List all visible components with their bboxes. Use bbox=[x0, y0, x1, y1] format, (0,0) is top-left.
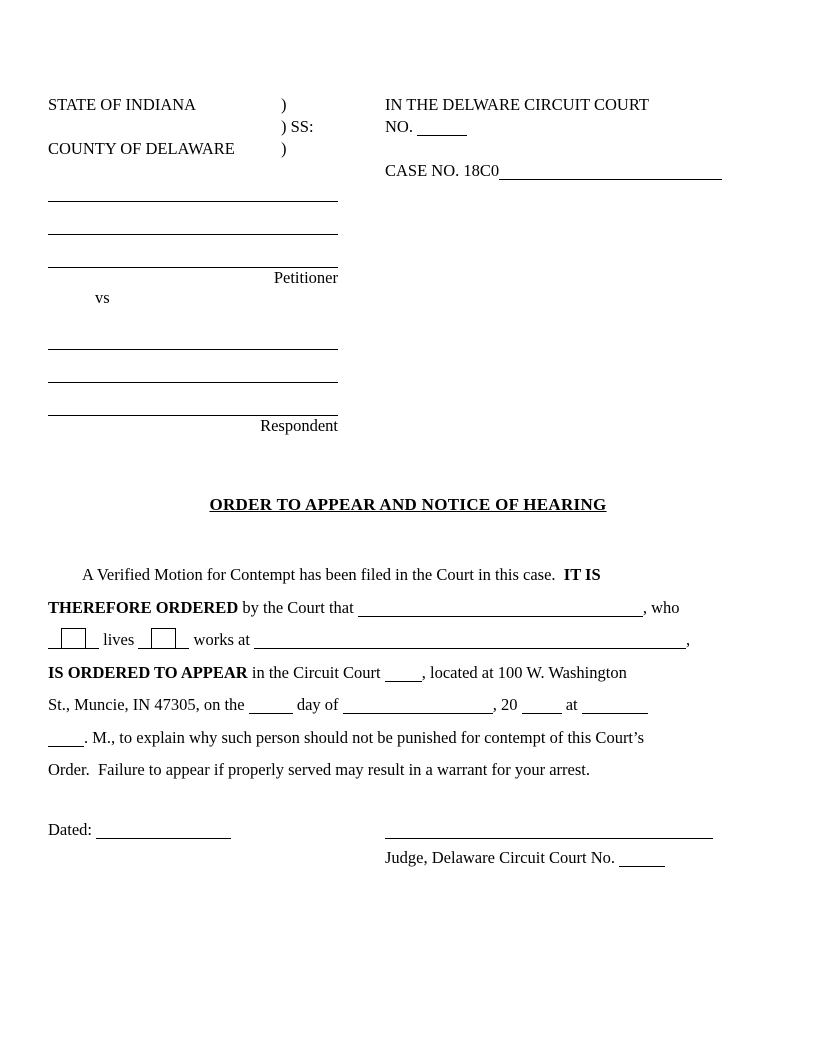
court-name: IN THE DELWARE CIRCUIT COURT bbox=[385, 95, 649, 114]
dated-label: Dated: bbox=[48, 819, 92, 839]
fill-in-blank[interactable] bbox=[176, 634, 189, 649]
fill-in-blank[interactable] bbox=[522, 699, 562, 714]
caption-paren: ) bbox=[281, 95, 287, 114]
checkbox[interactable] bbox=[151, 628, 176, 649]
body-text: day of bbox=[292, 695, 343, 714]
fill-in-blank[interactable] bbox=[343, 699, 493, 714]
caption-paren-ss: ) SS: bbox=[281, 117, 314, 136]
fill-in-blank[interactable] bbox=[138, 634, 151, 649]
case-no-label: CASE NO. 18C0 bbox=[385, 161, 500, 180]
body-text: lives bbox=[99, 630, 139, 649]
body-text: , 20 bbox=[492, 695, 522, 714]
fill-in-blank[interactable] bbox=[358, 602, 643, 617]
caption-paren: ) bbox=[281, 139, 287, 158]
court-no-blank[interactable] bbox=[417, 121, 467, 136]
date-blank[interactable] bbox=[96, 824, 231, 839]
vs-label: vs bbox=[95, 288, 110, 307]
court-no-label: NO. bbox=[385, 117, 413, 136]
petitioner-name-line[interactable] bbox=[48, 182, 338, 202]
case-no-row bbox=[385, 160, 768, 182]
respondent-name-line[interactable] bbox=[48, 350, 338, 383]
petitioner-name-line[interactable] bbox=[48, 235, 338, 268]
fill-in-blank[interactable] bbox=[48, 634, 61, 649]
fill-in-blank[interactable] bbox=[48, 732, 84, 747]
judge-title-row bbox=[385, 847, 713, 869]
respondent-name-line[interactable] bbox=[48, 383, 338, 416]
body-text-bold: IT IS bbox=[563, 565, 601, 584]
body-text: St., Muncie, IN 47305, on the bbox=[48, 695, 249, 714]
body-text: , bbox=[686, 630, 691, 649]
body-paragraph bbox=[48, 559, 768, 787]
judge-court-no-blank[interactable] bbox=[619, 852, 665, 867]
body-line-7 bbox=[48, 754, 768, 787]
body-text: Order. Failure to appear if properly served may result in a warrant for your arrest. bbox=[48, 760, 591, 779]
body-line-1 bbox=[48, 559, 768, 592]
judge-label: Judge, Delaware Circuit Court No. bbox=[385, 847, 616, 867]
caption-spacer bbox=[281, 160, 385, 182]
body-text-bold: IS ORDERED TO APPEAR bbox=[48, 662, 248, 682]
caption-spacer bbox=[48, 160, 281, 182]
respondent-name-line[interactable] bbox=[48, 308, 338, 350]
fill-in-blank[interactable] bbox=[254, 634, 686, 649]
fill-in-blank[interactable] bbox=[249, 699, 293, 714]
judge-signature-area bbox=[385, 819, 713, 869]
petitioner-label: Petitioner bbox=[273, 268, 338, 287]
petitioner-name-line[interactable] bbox=[48, 202, 338, 235]
body-text: , located at 100 W. Washington bbox=[421, 662, 627, 682]
fill-in-blank[interactable] bbox=[582, 699, 648, 714]
document-title-text: ORDER TO APPEAR AND NOTICE OF HEARING bbox=[209, 495, 607, 514]
body-text: by the Court that bbox=[238, 597, 358, 617]
body-text-bold: THEREFORE ORDERED bbox=[48, 597, 239, 617]
caption-spacer bbox=[385, 138, 768, 160]
body-text: A Verified Motion for Contempt has been filed in the Court in this case. bbox=[82, 565, 564, 584]
body-line-5 bbox=[48, 689, 768, 722]
fill-in-blank[interactable] bbox=[385, 667, 422, 682]
body-text: works at bbox=[189, 630, 255, 649]
body-line-3 bbox=[48, 624, 768, 657]
court-caption bbox=[48, 94, 768, 182]
checkbox[interactable] bbox=[61, 628, 86, 649]
body-line-4 bbox=[48, 657, 768, 690]
dated-row bbox=[48, 819, 385, 869]
state-label: STATE OF INDIANA bbox=[48, 95, 197, 114]
case-no-blank[interactable] bbox=[499, 165, 722, 180]
fill-in-blank[interactable] bbox=[86, 634, 99, 649]
body-text: . M., to explain why such person should not be punished for contempt of this Court’s bbox=[84, 727, 645, 747]
respondent-label: Respondent bbox=[260, 416, 338, 435]
body-text: , who bbox=[642, 597, 680, 617]
document-title bbox=[0, 493, 816, 517]
caption-spacer bbox=[48, 116, 281, 138]
judge-signature-row bbox=[385, 819, 713, 841]
body-line-2 bbox=[48, 592, 768, 625]
body-text: in the Circuit Court bbox=[247, 662, 385, 682]
court-no-row bbox=[385, 116, 768, 138]
body-text: at bbox=[561, 695, 582, 714]
judge-signature-blank[interactable] bbox=[385, 824, 713, 839]
signature-block bbox=[48, 819, 768, 869]
county-label: COUNTY OF DELAWARE bbox=[48, 139, 235, 158]
party-caption-block bbox=[48, 182, 338, 436]
body-line-6 bbox=[48, 722, 768, 755]
